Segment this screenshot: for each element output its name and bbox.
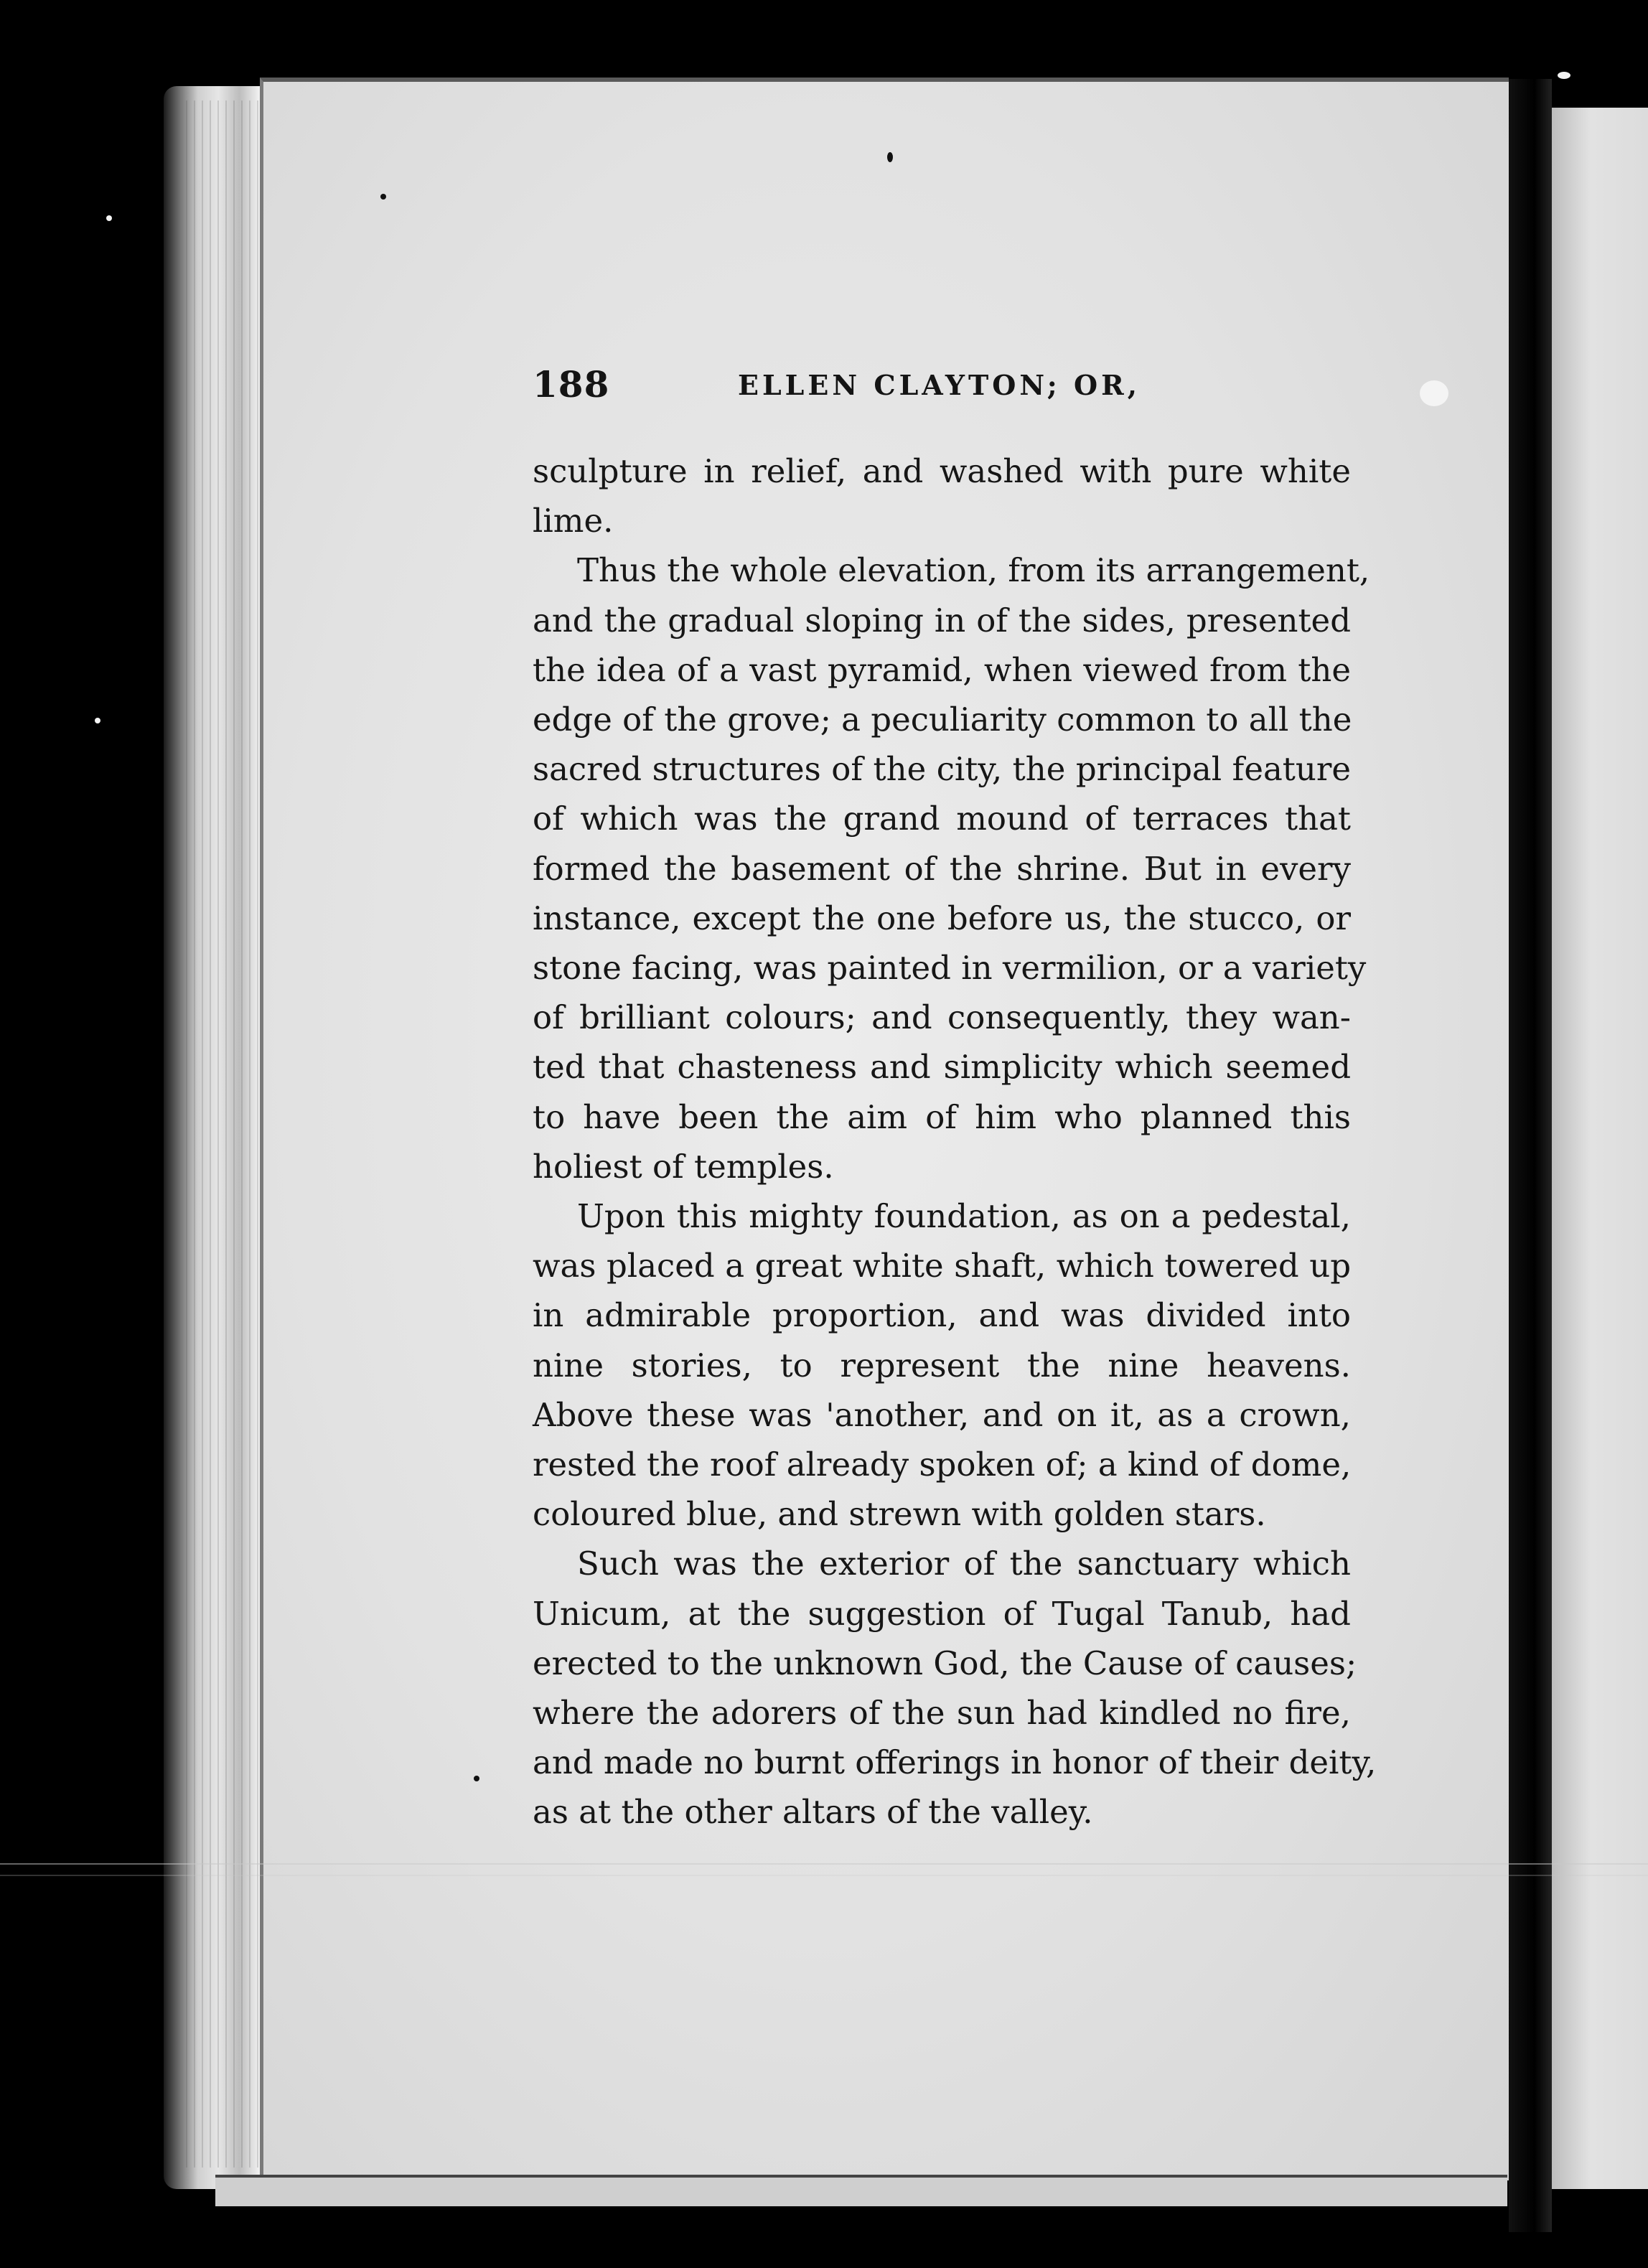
text-line: stone facing, was painted in vermilion, or a variety xyxy=(533,949,1367,988)
facing-page-edge xyxy=(1552,108,1648,2189)
text-line: was placed a great white shaft, which towered up xyxy=(533,1247,1351,1285)
scan-speck xyxy=(1420,380,1448,406)
running-head: ELLEN CLAYTON; OR, xyxy=(738,369,1141,401)
text-line: of which was the grand mound of terraces that xyxy=(533,800,1351,838)
text-line: sculpture in relief, and washed with pure white xyxy=(533,452,1351,490)
scan-speck xyxy=(887,152,893,162)
text-line: edge of the grove; a peculiarity common to all the xyxy=(533,700,1352,739)
paragraph xyxy=(533,1191,1351,1539)
text-line: Upon this mighty foundation, as on a pedestal, xyxy=(577,1197,1351,1236)
scan-speck xyxy=(95,718,100,723)
paragraph xyxy=(533,446,1351,545)
scan-speck xyxy=(380,194,386,200)
scan-speck xyxy=(106,215,112,221)
page-number: 188 xyxy=(533,363,610,406)
text-line: coloured blue, and strewn with golden stars. xyxy=(533,1495,1266,1534)
text-line: instance, except the one before us, the stucco, or xyxy=(533,899,1351,937)
text-line: nine stories, to represent the nine heavens. xyxy=(533,1346,1351,1384)
page-stack-lines xyxy=(179,100,273,2168)
text-line: of brilliant colours; and consequently, they wan- xyxy=(533,998,1351,1037)
text-line: and made no burnt offerings in honor of their deity, xyxy=(533,1743,1377,1782)
page-header xyxy=(533,359,1351,416)
book-gutter xyxy=(1509,79,1552,2232)
text-line: to have been the aim of him who planned this xyxy=(533,1097,1351,1136)
paragraph xyxy=(533,1539,1377,1837)
text-line: formed the basement of the shrine. But in every xyxy=(533,849,1351,888)
text-line: and the gradual sloping in of the sides, presented xyxy=(533,601,1351,639)
body-text xyxy=(533,446,1377,1837)
paragraph xyxy=(533,545,1370,1191)
text-line: in admirable proportion, and was divided into xyxy=(533,1296,1351,1335)
scan-speck xyxy=(1558,72,1570,79)
text-line: where the adorers of the sun had kindled no fire, xyxy=(533,1694,1351,1733)
text-line: ted that chasteness and simplicity which seemed xyxy=(533,1048,1351,1087)
text-line: rested the roof already spoken of; a kind of dome, xyxy=(533,1445,1352,1484)
scan-artifact-line xyxy=(0,1875,1648,1876)
text-line: lime. xyxy=(533,502,614,540)
text-line: Above these was 'another, and on it, as a crown, xyxy=(533,1395,1351,1434)
scan-artifact-line xyxy=(0,1863,1648,1865)
text-line: Thus the whole elevation, from its arrangement, xyxy=(577,551,1370,590)
text-line: erected to the unknown God, the Cause of causes; xyxy=(533,1644,1357,1682)
page-bottom-edge xyxy=(215,2175,1507,2206)
text-line: sacred structures of the city, the principal feature xyxy=(533,750,1351,789)
text-line: Unicum, at the suggestion of Tugal Tanub, had xyxy=(533,1594,1351,1633)
scan-speck xyxy=(474,1776,479,1781)
text-line: the idea of a vast pyramid, when viewed from the xyxy=(533,650,1351,689)
text-line: as at the other altars of the valley. xyxy=(533,1793,1093,1832)
text-line: holiest of temples. xyxy=(533,1147,834,1186)
text-line: Such was the exterior of the sanctuary which xyxy=(577,1545,1351,1583)
